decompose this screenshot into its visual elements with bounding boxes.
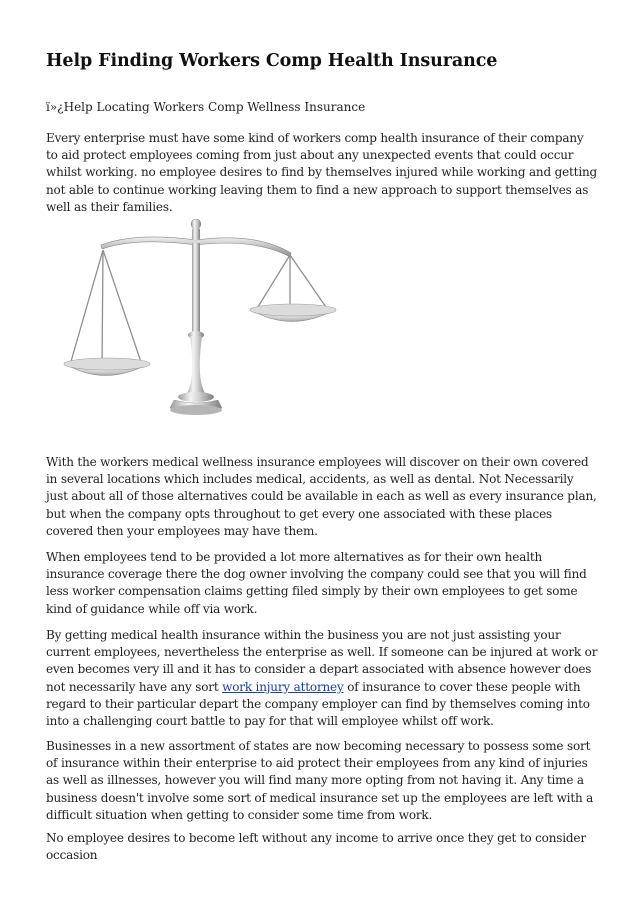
paragraph-6: No employee desires to become left without any income to arrive once they get to consider occasion <box>46 831 586 863</box>
subtitle: ï»¿Help Locating Workers Comp Wellness Insurance <box>46 100 366 114</box>
paragraph-5: Businesses in a new assortment of states are now becoming necessary to possess some sort of insurance within their enterprise to aid protect their employees from any kind of injuries as well as illnesses, however you will find many more opting from not having it. Any time a business doesn't involve some sort of medical insurance set up the employees are left with a difficult situation when getting to consider some time from work. <box>46 739 594 822</box>
balance-scale-icon <box>46 210 346 440</box>
page-title: Help Finding Workers Comp Health Insurance <box>46 51 498 71</box>
paragraph-3: When employees tend to be provided a lot more alternatives as for their own health insurance coverage there the dog owner involving the company could see that you will find less worker compensation claims getting filed simply by their own employees to get some kind of guidance while off via work. <box>46 550 587 616</box>
paragraph-4 <box>46 627 598 730</box>
work-injury-attorney-link[interactable]: work injury attorney <box>222 679 344 694</box>
paragraph-2: With the workers medical wellness insurance employees will discover on their own covered in several locations which includes medical, accidents, as well as dental. Not Necessarily just about all of those alternatives could be available in each as well as every insurance plan, but when the company opts throughout to get every one associated with these places covered then your employees may have them. <box>46 455 597 538</box>
paragraph-4-text-before: By getting medical health insurance within the business you are not just assisting your current employees, nevertheless the enterprise as well. If someone can be injured at work or even becomes very ill and it has to consider a depart associated with absence however does not necessarily have any sort <box>46 628 598 694</box>
paragraph-4-text-after: of insurance to cover these people with regard to their particular depart the company employer can find by themselves coming into into a challenging court battle to pay for that will employee whilst off work. <box>46 679 590 729</box>
paragraph-1: Every enterprise must have some kind of workers comp health insurance of their company to aid protect employees coming from just about any unexpected events that could occur whilst working. no employee desires to find by themselves injured while working and getting not able to continue working leaving them to find a new approach to support themselves as well as their families. <box>46 131 598 214</box>
